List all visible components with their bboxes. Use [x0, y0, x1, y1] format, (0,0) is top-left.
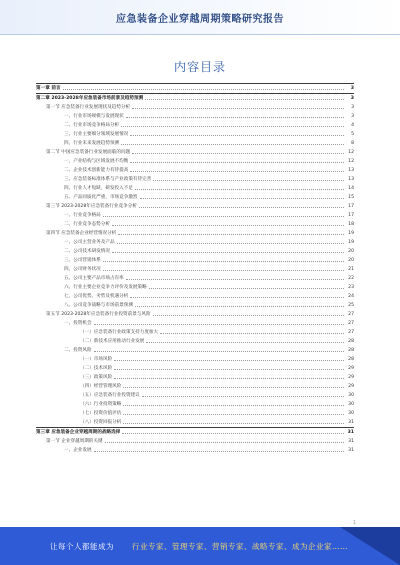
dot-leader	[135, 306, 344, 307]
toc-entry-page: 3	[350, 96, 354, 101]
dot-leader	[130, 171, 344, 172]
toc-entry-label: 四、公司财务状况	[64, 267, 101, 272]
toc-entry[interactable]	[36, 130, 354, 139]
toc-entry[interactable]	[36, 337, 354, 346]
dot-leader	[121, 144, 344, 145]
toc-entry[interactable]	[36, 256, 354, 265]
dot-leader	[140, 198, 344, 199]
toc-entry[interactable]	[36, 202, 354, 211]
dot-leader	[135, 189, 344, 190]
toc-entry[interactable]	[36, 103, 354, 112]
dot-leader	[130, 297, 344, 298]
toc-entry-label: 第二节 中国应急装备行业发展面临的问题	[46, 150, 131, 155]
toc-entry[interactable]	[36, 364, 354, 373]
toc-entry[interactable]	[36, 166, 354, 175]
header-band	[0, 0, 400, 35]
toc-entry-page: 20	[348, 249, 354, 254]
dot-leader	[94, 324, 344, 325]
footer-tags: 行业专家、管理专家、营销专家、战略专家、成为企业家……	[132, 542, 348, 551]
toc-entry[interactable]	[36, 139, 354, 148]
toc-entry-page: 29	[348, 384, 354, 389]
toc-entry[interactable]	[36, 437, 354, 446]
footer-banner	[0, 527, 400, 565]
toc-entry-page: 17	[348, 204, 354, 209]
dot-leader	[123, 405, 344, 406]
toc-entry-page: 17	[348, 213, 354, 218]
toc-entry[interactable]	[36, 409, 354, 418]
toc-entry[interactable]	[36, 148, 354, 157]
toc-entry-label: 一、公司主营业务及产品	[64, 240, 115, 245]
toc-entry-page: 13	[348, 168, 354, 173]
dot-leader	[160, 333, 344, 334]
dot-leader	[153, 315, 344, 316]
toc-entry[interactable]	[36, 391, 354, 400]
toc-entry-label: 二、企业技术创新能力有待提高	[64, 168, 129, 173]
toc-entry-page: 30	[348, 402, 354, 407]
dot-leader	[112, 252, 344, 253]
toc-entry[interactable]	[36, 319, 354, 328]
toc-entry-label: 一、投资机会	[64, 321, 92, 326]
toc-entry-label: 三、应急装备标准体系与产业政策有待完善	[64, 177, 152, 182]
report-title: 应急装备企业穿越周期策略研究报告	[116, 14, 284, 25]
dot-leader	[103, 261, 344, 262]
toc-entry-page: 14	[348, 186, 354, 191]
toc-entry-page: 20	[348, 258, 354, 263]
dot-leader	[103, 270, 344, 271]
dot-leader	[139, 207, 344, 208]
toc-entry[interactable]	[36, 355, 354, 364]
toc-entry-label: 二、行业市场竞争格局分析	[64, 123, 120, 128]
toc-entry-page: 21	[348, 267, 354, 272]
toc-entry[interactable]	[36, 220, 354, 229]
toc-entry-label: 第一章 前言	[36, 86, 61, 91]
toc-entry[interactable]	[36, 301, 354, 310]
dot-leader	[94, 451, 344, 452]
toc-entry-page: 24	[348, 294, 354, 299]
toc-entry-page: 27	[348, 321, 354, 326]
toc-entry[interactable]	[36, 382, 354, 391]
toc-entry[interactable]	[36, 418, 354, 427]
toc-entry-page: 12	[348, 150, 354, 155]
dot-leader	[126, 279, 344, 280]
toc-entry[interactable]	[36, 328, 354, 337]
toc-entry-label: 第二章 2023-2028年应急装备市场前景及趋势预测	[36, 96, 144, 101]
toc-entry-page: 3	[350, 86, 354, 91]
toc-entry-label: 三、公司营销体系	[64, 258, 101, 263]
toc-entry[interactable]	[36, 121, 354, 130]
toc-entry[interactable]	[36, 346, 354, 355]
toc-entry-page: 28	[348, 348, 354, 353]
dot-leader	[132, 153, 344, 154]
toc-entry-page: 5	[351, 132, 354, 137]
toc-entry-label: 二、投资风险	[64, 348, 92, 353]
toc-entry-label: 第一节 应急装备行业发展现状及趋势分析	[46, 105, 131, 110]
dot-leader	[123, 387, 344, 388]
toc-entry-label: 四、行业人才短缺，研发投入不足	[64, 186, 133, 191]
toc-entry[interactable]	[36, 446, 354, 455]
dot-leader	[105, 442, 344, 443]
toc-entry-label: （五）应急装备行业投资建议	[80, 393, 140, 398]
toc-entry[interactable]	[36, 265, 354, 274]
toc-entry-page: 15	[348, 195, 354, 200]
dot-leader	[132, 108, 344, 109]
dot-leader	[123, 423, 344, 424]
toc-entry-page: 22	[348, 276, 354, 281]
dot-leader	[114, 369, 344, 370]
toc-entry[interactable]	[36, 184, 354, 193]
toc-entry-label: 一、企业发展	[64, 448, 92, 453]
dot-leader	[123, 414, 344, 415]
toc-entry-label: 四、行业未来发展趋势预测	[64, 141, 120, 146]
toc-entry[interactable]	[36, 373, 354, 382]
toc-entry-label: （七）投资价值评估	[80, 411, 122, 416]
dot-leader	[130, 162, 344, 163]
toc-entry-page: 25	[348, 303, 354, 308]
toc-entry[interactable]	[36, 229, 354, 238]
toc-entry[interactable]	[36, 193, 354, 202]
toc-entry-label: 七、公司优势、劣势及机遇分析	[64, 294, 129, 299]
toc-entry-label: 二、行业竞争态势分析	[64, 222, 110, 227]
toc-entry-page: 8	[351, 141, 354, 146]
toc-entry-label: 第一节 企业穿越周期的关键	[46, 439, 103, 444]
dot-leader	[118, 234, 344, 235]
toc-entry-label: （二）新技术应用推动行业发展	[80, 339, 145, 344]
toc-entry-label: 二、公司技术研发情况	[64, 249, 110, 254]
dot-leader	[146, 342, 344, 343]
toc-entry-page: 3	[351, 105, 354, 110]
dot-leader	[130, 135, 344, 136]
toc-entry-label: 八、公司竞争战略与市场前景预测	[64, 303, 133, 308]
toc-entry-label: 一、产业结构与区域发展不均衡	[64, 159, 129, 164]
toc-entry[interactable]	[36, 211, 354, 220]
toc-entry[interactable]	[36, 175, 354, 184]
toc-entry-page: 12	[348, 159, 354, 164]
toc-entry-page: 30	[348, 411, 354, 416]
toc-entry[interactable]	[36, 310, 354, 319]
toc-entry-page: 13	[348, 177, 354, 182]
toc-entry-page: 27	[348, 312, 354, 317]
dot-leader	[117, 243, 344, 244]
dot-leader	[121, 126, 344, 127]
toc-entry[interactable]	[36, 83, 354, 93]
toc-entry-page: 3	[351, 114, 354, 119]
dot-leader	[153, 180, 344, 181]
toc-entry-label: （三）政策风险	[80, 375, 113, 380]
toc-entry-page: 23	[348, 285, 354, 290]
toc-entry[interactable]	[36, 112, 354, 121]
toc-entry[interactable]	[36, 238, 354, 247]
dot-leader	[112, 225, 344, 226]
toc-entry-label: 一、行业市场规模与发展现状	[64, 114, 124, 119]
toc-entry-page: 31	[348, 420, 354, 425]
toc-entry[interactable]	[36, 283, 354, 292]
toc-entry[interactable]	[36, 157, 354, 166]
dot-leader	[142, 396, 344, 397]
toc-entry[interactable]	[36, 427, 354, 437]
toc-entry-label: 三、行业主要细分领域发展情况	[64, 132, 129, 137]
toc-entry-label: 第三章 应急装备企业穿越周期的战略选择	[36, 430, 121, 435]
toc-entry-label: 第三节 2023-2028年应急装备行业竞争分析	[46, 204, 137, 209]
toc-entry-page: 28	[348, 357, 354, 362]
toc-entry-label: 六、行业主要企业竞争力评价及发展策略	[64, 285, 147, 290]
toc-entry-label: 五、公司主要产品市场占有率	[64, 276, 124, 281]
dot-leader	[94, 351, 344, 352]
toc-entry[interactable]	[36, 400, 354, 409]
footer-accent	[340, 527, 400, 565]
toc-entry-label: （一）市场风险	[80, 357, 113, 362]
dot-leader	[103, 216, 344, 217]
toc-entry-page: 27	[348, 330, 354, 335]
toc-entry-page: 19	[348, 240, 354, 245]
dot-leader	[114, 378, 344, 379]
toc-entry-label: （六）行业投资策略	[80, 402, 122, 407]
toc-entry-label: （八）投资回报分析	[80, 420, 122, 425]
dot-leader	[149, 288, 344, 289]
toc-entry-page: 18	[348, 222, 354, 227]
toc-entry-label: （四）经营管理风险	[80, 384, 122, 389]
toc-entry-label: （二）技术风险	[80, 366, 113, 371]
dot-leader	[122, 433, 344, 434]
toc-entry-page: 31	[348, 439, 354, 444]
toc-entry[interactable]	[36, 292, 354, 301]
toc-entry-label: 五、产品同质化严重，市场竞争激烈	[64, 195, 138, 200]
dot-leader	[114, 360, 344, 361]
toc-entry-label: 一、行业竞争格局	[64, 213, 101, 218]
footer-slogan: 让每个人都能成为	[50, 542, 114, 551]
dot-leader	[145, 99, 344, 100]
toc-entry-page: 29	[348, 366, 354, 371]
table-of-contents	[36, 83, 354, 513]
toc-entry-page: 28	[348, 339, 354, 344]
toc-entry-page: 29	[348, 375, 354, 380]
page-number: 1	[352, 520, 356, 526]
toc-entry-page: 30	[348, 393, 354, 398]
dot-leader	[126, 117, 344, 118]
dot-leader	[63, 89, 344, 90]
toc-entry-label: 第五节 2023-2028年应急装备行业投资前景与风险	[46, 312, 151, 317]
toc-entry-page: 31	[348, 448, 354, 453]
toc-entry[interactable]	[36, 274, 354, 283]
toc-entry-page: 19	[348, 231, 354, 236]
toc-entry[interactable]	[36, 93, 354, 103]
toc-entry[interactable]	[36, 247, 354, 256]
toc-entry-label: （一）应急装备行业政策支持力度加大	[80, 330, 159, 335]
toc-entry-label: 第四节 应急装备企业经营情况分析	[46, 231, 117, 236]
toc-entry-page: 4	[351, 123, 354, 128]
toc-heading: 内容目录	[173, 60, 226, 74]
toc-entry-page: 31	[347, 430, 354, 435]
